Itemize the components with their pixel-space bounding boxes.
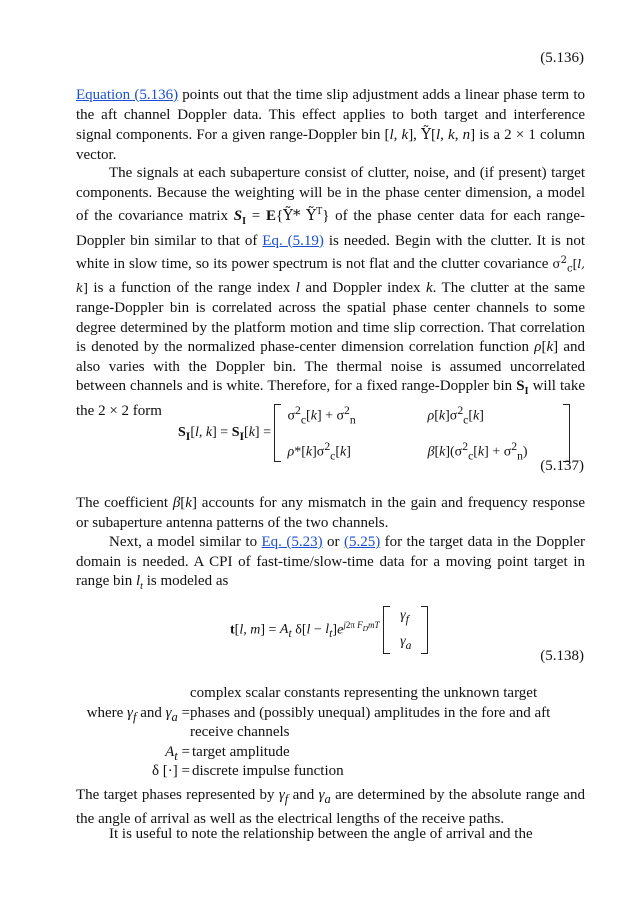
equation-number-5-137: (5.137) [540,458,584,474]
paragraph-3: The coefficient β[k] accounts for any mismatch in the gain and frequency response or subaperture antenna patterns of the two channels. [76,495,585,531]
target-model-equation: t[l, $m] = A_t$ $\delta[l - l_t]e^{j2\pi F_DmT}$ $\gamma_f$ $\gamma_a$ [230,606,428,654]
para4-mid: or [322,534,344,550]
amp-label: $A_t$ = [165,743,190,763]
equation-number-5-138: (5.138) [540,648,584,664]
para2-d: is a function of the range index [87,280,296,297]
link-eq-5-23[interactable]: Eq. (5.23) [261,534,323,550]
equation-number-5-136: (5.136) [540,50,584,66]
paragraph-5: The target phases represented by $\gamma_f$ and $\gamma_a$ are determined by the absolute range and the angle of arrival as well as the electrical lengths of the receive paths. [76,787,585,827]
para5-b: are determined by the absolute range and the angle of arrival as well as the electrical lengths of the receive paths. [76,787,585,827]
para2-e: and Doppler index [299,280,426,297]
matrix-left-bracket [274,404,281,462]
impulse-description: discrete impulse function [192,763,344,780]
para4-c: is modeled as [142,573,229,590]
para2-c: is needed. Begin with the clutter. It is not white in slow time, so its power spectrum is not flat and the clutter covariance [76,232,586,273]
vector-right-bracket [421,606,428,654]
para1-text: points out that the time slip adjustment adds a linear phase term to the aft channel Doppler data. This effect applies to both target and interference signal components. For a given range-Doppler bin [ [76,87,585,144]
matrix-right-bracket [563,404,570,462]
para2-a: The signals at each subaperture consist of clutter, noise, and (if present) target components. Because the weighting will be in the phase center dimension, a model of the covariance matrix [76,165,585,225]
covariance-matrix-equation: $S_I[l$, $k] = S_I[k]$ = $\sigma^2_c[k] + \sigma^2_n$ $\rho[k]\sigma^2_c[k]$ $\rho*[k]\sigma^2_c[k]$ $\beta[k](\sigma^2_c[k] + \sigma^2_n)$ [178,402,570,465]
gamma-desc-line1 [190,684,560,743]
para5-a: The target phases represented by [76,787,279,803]
link-eq-5-19[interactable]: Eq. (5.19) [262,232,324,249]
para3-a: The coefficient [76,495,173,511]
para2-h: will take the 2 × 2 form [76,378,585,419]
link-eq-5-25[interactable]: (5.25) [343,534,381,550]
para5-mid: and [288,787,319,803]
link-equation-5-136[interactable]: Equation (5.136) [76,87,179,103]
para3-b: accounts for any mismatch in the gain and frequency response or subaperture antenna patterns of the two channels. [76,495,585,531]
paragraph-1: Equation (5.136) points out that the time slip adjustment adds a linear phase term to the aft channel Doppler data. This effect applies to both target and interference signal components. For a given range-Doppler bin [l, k], Ỹ[l, k, n] is a 2 × 1 column vector. [76,87,586,163]
para1-tail: is a 2 × 1 column vector. [76,127,586,163]
paragraph-6: It is useful to note the relationship between the angle of arrival and the [109,826,533,842]
and-word: and [140,704,162,721]
para4-b: for the target data in the Doppler domain is needed. A CPI of fast-time/slow-time data for a moving point target in range bin [76,534,585,590]
amp-description: target amplitude [192,743,290,760]
where-word: where [86,704,124,721]
gamma-label: where $\gamma_f$ and $\gamma_a$ = [86,704,190,724]
impulse-label: δ [·] = [151,763,190,780]
paragraph-2: The signals at each subaperture consist of clutter, noise, and (if present) target components. Because the weighting will be in the phase center dimension, a model of the covariance matrix $S_I$ = E{Ỹ* Ỹ$^T$} of the phase center data for each range-Doppler bin similar to that of Eq. (5.19) is needed. Begin with the clutter. It is not white in slow time, so its power spectrum is not flat and the clutter covariance $\sigma^2_c[l$, k] is a function of the range index l and Doppler index k. The clutter at the same range-Doppler bin is correlated across the spatial phase center channels to some degree determined by the platform motion and time slip correction. That correlation is denoted by the normalized phase-center dimension correlation function ρ[k] and also varies with the Doppler bin. The thermal noise is assumed uncorrelated between channels and is white. Therefore, for a fixed range-Doppler bin $S_I$ will take the 2 × 2 form [76,165,586,419]
para2-b: of the phase center data for each range-Doppler bin similar to that of [76,208,585,249]
vector-left-bracket [383,606,390,654]
gamma-description: complex scalar constants representing the unknown target phases and (possibly unequal) amplitudes in the fore and aft receive channels [190,685,551,741]
para2-f: . The clutter at the same range-Doppler bin is correlated across the spatial phase center channels to some degree determined by the platform motion and time slip correction. That correlation is denoted by the normalized phase-center dimension correlation function [76,280,585,356]
para4-a: Next, a model similar to [109,534,262,550]
para2-g: and also varies with the Doppler bin. The thermal noise is assumed uncorrelated between channels and is white. Therefore, for a fixed range-Doppler bin [76,339,585,395]
paragraph-4: Next, a model similar to Eq. (5.23) or (5.25) for the target data in the Doppler domain is needed. A CPI of fast-time/slow-time data for a moving point target in range bin $l_t$ is modeled as [76,534,585,593]
